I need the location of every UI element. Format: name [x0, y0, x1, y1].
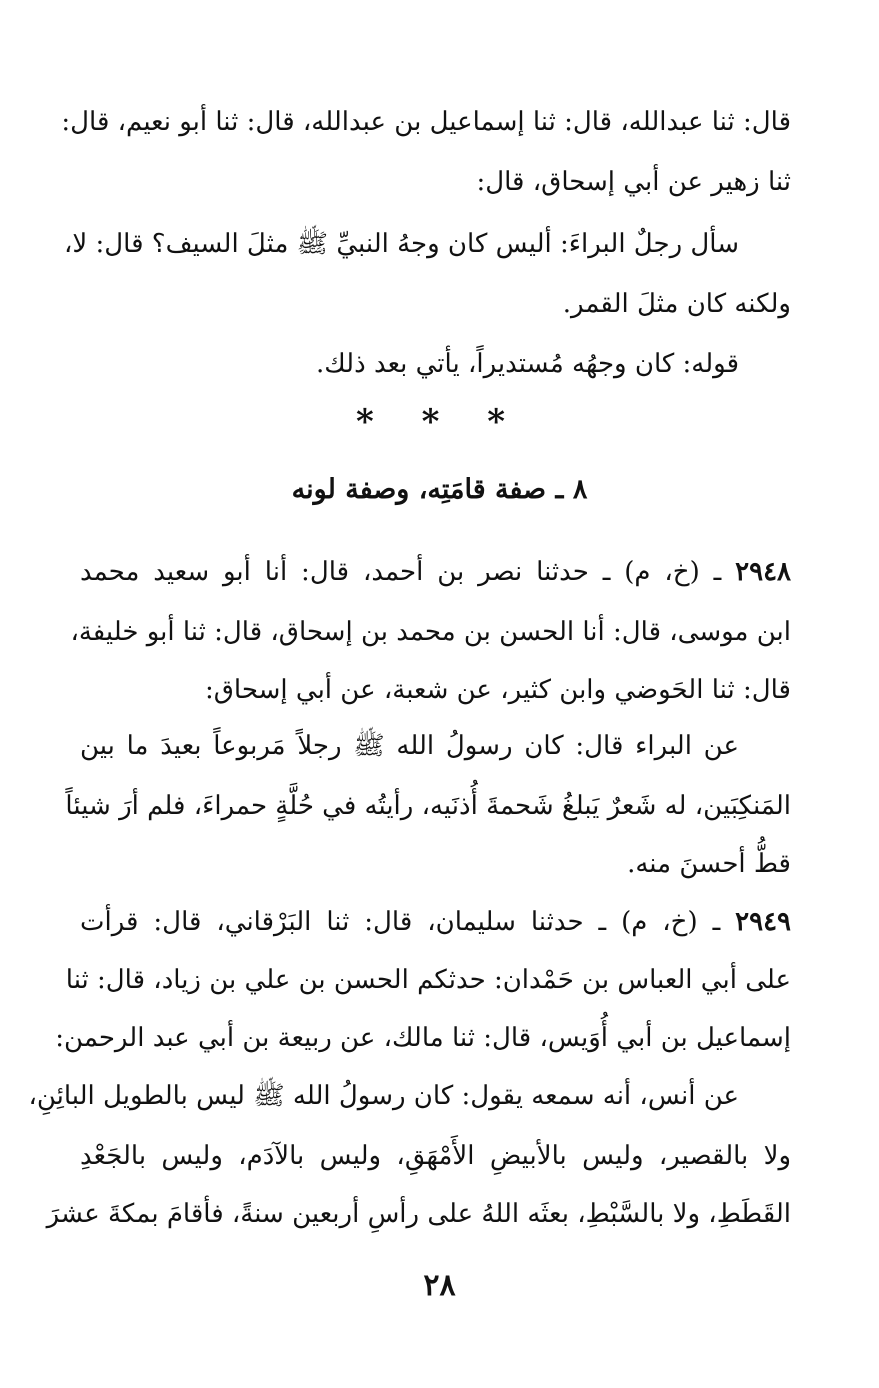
hadith-line: القَطَطِ، ولا بالسَّبْطِ، بعثَه اللهُ على رأسِ أربعين سنةً، فأقامَ بمكةَ عشرَ — [46, 1199, 791, 1229]
text-line: قال: ثنا عبدالله، قال: ثنا إسماعيل بن عبدالله، قال: ثنا أبو نعيم، قال: — [61, 107, 791, 137]
hadith-isnad-text: ـ (خ، م) ـ حدثنا نصر بن أحمد، قال: أنا أبو سعيد محمد — [80, 557, 722, 587]
hadith-line: عن أنس، أنه سمعه يقول: كان رسولُ الله ﷺ ليس بالطويل البائِنِ، — [28, 1081, 739, 1111]
text-line: ثنا زهير عن أبي إسحاق، قال: — [476, 167, 791, 197]
hadith-line: المَنكِبَين، له شَعرٌ يَبلغُ شَحمةَ أُذنَيه، رأيتُه في حُلَّةٍ حمراءَ، فلم أرَ شيئاً — [65, 791, 791, 821]
page-number: ٢٨ — [423, 1268, 456, 1303]
hadith-line: قطُّ أحسنَ منه. — [627, 849, 791, 879]
text-line: سأل رجلٌ البراءَ: أليس كان وجهُ النبيِّ ﷺ مثلَ السيف؟ قال: لا، — [64, 229, 739, 259]
hadith-number: ٢٩٤٨ — [735, 557, 792, 587]
hadith-line — [80, 554, 791, 590]
section-separator: * * * — [355, 402, 523, 442]
section-heading: ٨ ـ صفة قامَتِه، وصفة لونه — [291, 474, 588, 505]
hadith-line: ولا بالقصير، وليس بالأبيضِ الأَمْهَقِ، وليس بالآدَم، وليس بالجَعْدِ — [80, 1141, 791, 1171]
hadith-line: عن البراء قال: كان رسولُ الله ﷺ رجلاً مَربوعاً بعيدَ ما بين — [80, 731, 739, 761]
text-line: ولكنه كان مثلَ القمر. — [562, 289, 791, 319]
commentary-line: قوله: كان وجهُه مُستديراً، يأتي بعد ذلك. — [316, 349, 739, 379]
hadith-line: ابن موسى، قال: أنا الحسن بن محمد بن إسحاق، قال: ثنا أبو خليفة، — [70, 617, 791, 647]
hadith-line: على أبي العباس بن حَمْدان: حدثكم الحسن بن علي بن زياد، قال: ثنا — [65, 965, 791, 995]
hadith-line: إسماعيل بن أبي أُوَيس، قال: ثنا مالك، عن ربيعة بن أبي عبد الرحمن: — [55, 1023, 791, 1053]
hadith-number: ٢٩٤٩ — [735, 907, 791, 937]
hadith-line: قال: ثنا الحَوضي وابن كثير، عن شعبة، عن أبي إسحاق: — [204, 675, 791, 705]
hadith-line — [80, 904, 791, 940]
hadith-isnad-text: ـ (خ، م) ـ حدثنا سليمان، قال: ثنا البَرْقاني، قال: قرأت — [80, 907, 721, 937]
